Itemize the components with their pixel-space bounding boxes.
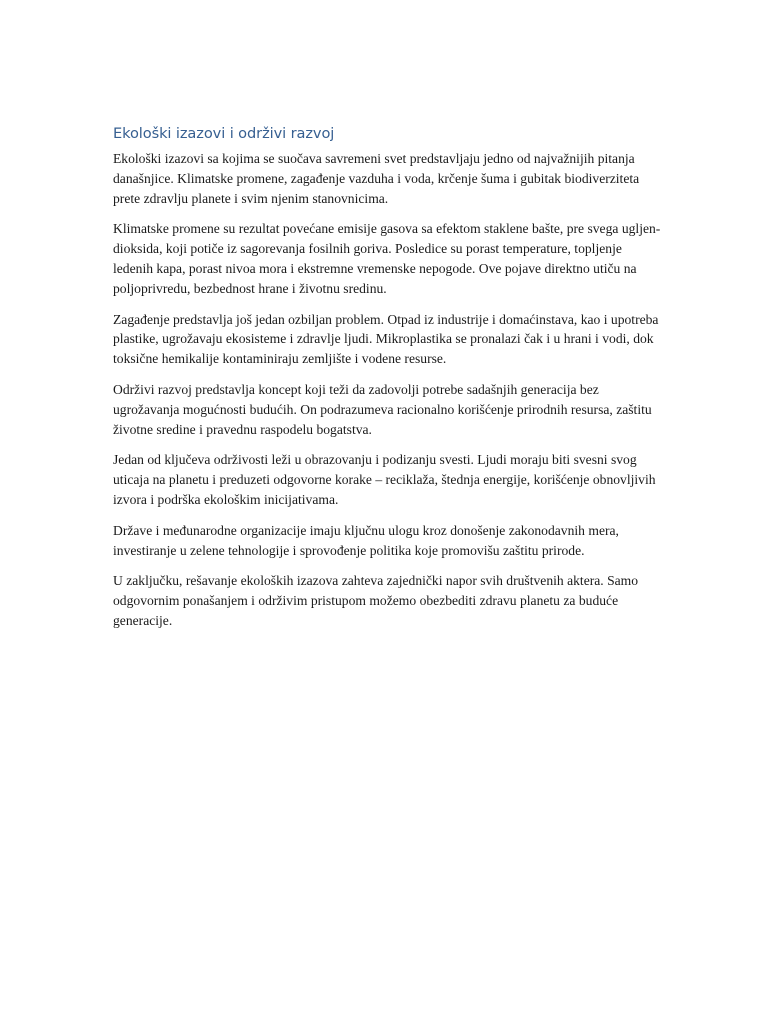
document-body xyxy=(113,124,661,642)
paragraph-education: Jedan od ključeva održivosti leži u obrazovanju i podizanju svesti. Ljudi moraju biti svesni svog uticaja na planetu i preduzeti odgovorne korake – reciklaža, štednja energije, korišćenje obnovljivih izvora i podrška ekološkim inicijativama. xyxy=(113,452,656,507)
paragraph-pollution: Zagađenje predstavlja još jedan ozbiljan problem. Otpad iz industrije i domaćinstava, kao i upotreba plastike, ugrožavaju ekosisteme i zdravlje ljudi. Mikroplastika se pronalazi čak i u hrani i vodi, dok toksične hemikalije kontaminiraju zemljište i vodene resurse. xyxy=(113,311,659,367)
paragraph-states-organizations: Države i međunarodne organizacije imaju ključnu ulogu kroz donošenje zakonodavnih mera, investiranje u zelene tehnologije i sprovođenje politika koje promovišu zaštitu prirode. xyxy=(113,522,619,558)
paragraph-conclusion: U zaključku, rešavanje ekoloških izazova zahteva zajednički napor svih društvenih aktera. Samo odgovornim ponašanjem i održivim pristupom možemo obezbediti zdravu planetu za buduće generacije. xyxy=(113,573,639,628)
document-title: Ekološki izazovi i održivi razvoj xyxy=(113,125,335,142)
paragraph-climate-change: Klimatske promene su rezultat povećane emisije gasova sa efektom staklene bašte, pre svega ugljen-dioksida, koji potiče iz sagorevanja fosilnih goriva. Posledice su porast temperature, topljenje ledenih kapa, porast nivoa mora i ekstremne vremenske nepogode. Ove pojave direktno utiču na poljoprivredu, bezbednost hrane i životnu sredinu. xyxy=(113,221,661,296)
paragraph-intro: Ekološki izazovi sa kojima se suočava savremeni svet predstavljaju jedno od najvažnijih pitanja današnjice. Klimatske promene, zagađenje vazduha i voda, krčenje šuma i gubitak biodiverziteta prete zdravlju planete i svim njenim stanovnicima. xyxy=(113,151,640,206)
paragraph-sustainable-development: Održivi razvoj predstavlja koncept koji teži da zadovolji potrebe sadašnjih generacija bez ugrožavanja mogućnosti budućih. On podrazumeva racionalno korišćenje prirodnih resursa, zaštitu životne sredine i pravednu raspodelu bogatstva. xyxy=(113,381,652,437)
